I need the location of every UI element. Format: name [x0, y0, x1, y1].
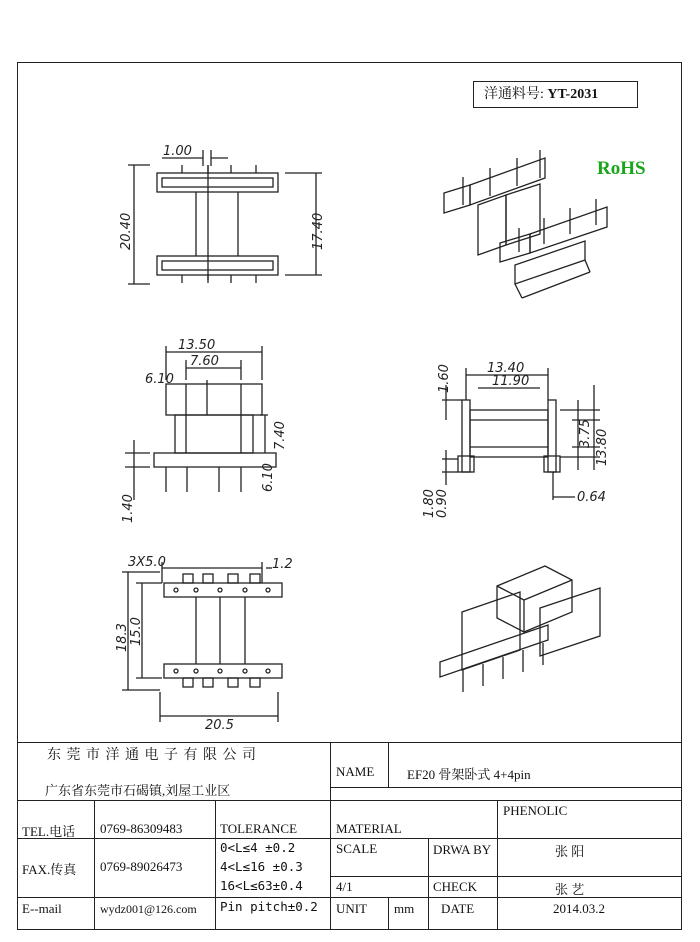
name-label: NAME	[336, 764, 375, 779]
dim-bottom-width: 20.5	[205, 718, 234, 733]
dim-bottom-height-outer: 18.3	[115, 623, 130, 652]
tb-vrule-main	[330, 742, 331, 930]
front-view	[125, 346, 276, 500]
material-label: MATERIAL	[336, 821, 402, 836]
dim-front-width-inner: 7.60	[190, 354, 219, 369]
fax-value: 0769-89026473	[100, 859, 183, 874]
rohs-mark: RoHS	[597, 158, 646, 179]
dim-bottom-height-inner: 15.0	[129, 617, 144, 646]
drawn-by-label: DRWA BY	[433, 842, 492, 857]
tolerance-label: TOLERANCE	[220, 821, 298, 836]
scale-label: SCALE	[336, 841, 378, 856]
tb-vrule-3	[428, 838, 429, 930]
date-value: 2014.03.2	[553, 901, 605, 916]
tel-label: TEL.电话	[22, 824, 76, 839]
tolerance-3: 16<L≤63±0.4	[220, 878, 303, 893]
tb-name-rule	[330, 787, 682, 788]
top-view	[128, 150, 322, 284]
date-label: DATE	[441, 901, 475, 916]
dim-bottom-pitch: 3X5.0	[128, 555, 166, 570]
dim-front-side: 6.10	[145, 372, 174, 387]
part-number-value: YT-2031	[547, 87, 599, 102]
material-value: PHENOLIC	[503, 803, 568, 818]
scale-value: 4/1	[336, 879, 353, 894]
company-name: 东 莞 市 洋 通 电 子 有 限 公 司	[47, 748, 257, 763]
dim-side-pin-dia: 0.64	[577, 490, 606, 505]
tolerance-1: 0<L≤4 ±0.2	[220, 840, 296, 855]
tb-vrule-2	[215, 800, 216, 930]
dim-side-width-inner: 11.90	[492, 374, 530, 389]
tb-row-rule-1	[17, 800, 682, 801]
check-label: CHECK	[433, 879, 478, 894]
tb-vrule-4	[497, 800, 498, 930]
dim-top-overall-height: 20.40	[119, 212, 134, 250]
tel-value: 0769-86309483	[100, 821, 183, 836]
tb-row-rule-2	[17, 838, 682, 839]
dim-side-top: 1.60	[437, 364, 452, 393]
dim-top-inner-height: 17.40	[311, 212, 326, 250]
unit-label: UNIT	[336, 901, 368, 916]
bottom-view	[122, 562, 282, 722]
dim-side-b2: 0.90	[435, 489, 450, 518]
dim-side-width-outer: 13.40	[487, 361, 525, 376]
email-label: E--mail	[22, 901, 62, 916]
dim-front-pin-side: 6.10	[261, 463, 276, 492]
dim-side-h1: 3.75	[578, 419, 593, 448]
dim-bottom-pin-width: 1.2	[272, 557, 293, 572]
tb-row-rule-3	[330, 876, 682, 877]
dim-front-width-outer: 13.50	[178, 338, 216, 353]
tolerance-2: 4<L≤16 ±0.3	[220, 859, 303, 874]
dim-side-h2: 13.80	[595, 428, 610, 466]
drawn-by-value: 张 阳	[555, 844, 585, 859]
fax-label: FAX.传真	[22, 862, 77, 877]
iso-view-bottom	[440, 566, 600, 692]
tb-vrule-1	[94, 800, 95, 930]
dim-front-pin: 1.40	[121, 494, 136, 523]
part-number-label: 洋通料号:	[484, 87, 544, 102]
email-value: wydz001@126.com	[100, 902, 197, 916]
dim-top-pin-offset: 1.00	[163, 144, 192, 159]
tb-vrule-name	[388, 742, 389, 787]
check-value: 张 艺	[555, 882, 585, 897]
unit-value: mm	[394, 901, 415, 916]
iso-view-top	[444, 150, 607, 298]
tolerance-4: Pin pitch±0.2	[220, 899, 318, 914]
dim-side-b1: 1.80	[422, 489, 437, 518]
company-address: 广东省东莞市石碣镇,刘屋工业区	[45, 783, 231, 798]
name-value: EF20 骨架卧式 4+4pin	[407, 767, 531, 782]
tb-vrule-unit	[388, 897, 389, 930]
dim-front-height: 7.40	[273, 421, 288, 450]
